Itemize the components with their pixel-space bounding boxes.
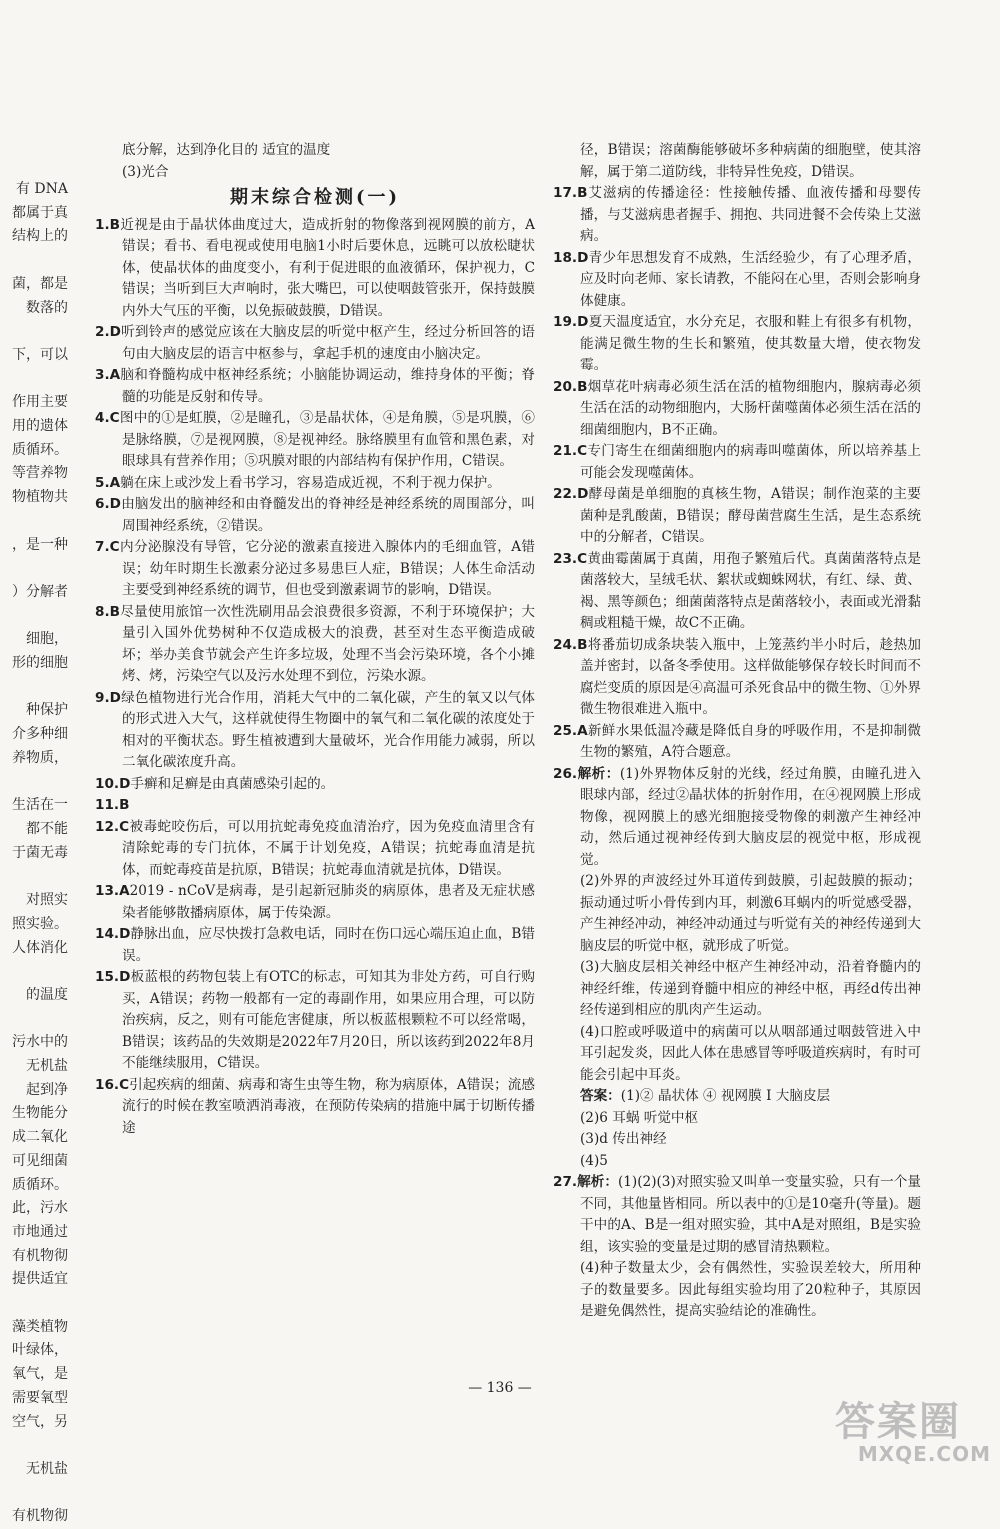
left-fragment: 对照实 [26, 892, 68, 909]
item-text: 艾滋病的传播途径：性接触传播、血液传播和母婴传播，与艾滋病患者握手、拥抱、共同进餐不会传染上艾滋病。 [580, 185, 921, 244]
item-text: 图中的①是虹膜，②是瞳孔，③是晶状体，④是角膜，⑤是巩膜，⑥是脉络膜，⑦是视网膜，⑧是视神经。脉络膜里有血管和黑色素，对眼球具有营养作用；⑤巩膜对眼的内部结构有保护作用，C错误。 [119, 410, 535, 469]
left-fragment: 作用主要 [12, 394, 68, 411]
left-fragment: 形的细胞 [12, 655, 68, 672]
left-fragment: 污水中的 [12, 1034, 68, 1051]
left-fragment: 物植物共 [12, 489, 68, 506]
left-fragment: 质循环。 [12, 1176, 68, 1193]
left-fragment: 藻类植物 [12, 1318, 68, 1335]
left-fragment: 成二氧化 [12, 1129, 68, 1146]
item-text: 近视是由于晶状体曲度过大，造成折射的物像落到视网膜的前方，A错误；看书、看电视或使用电脑1小时后要休息，远眺可以放松睫状体，使晶状体的曲度变小，有利于促进眼的血液循环，保护视力，C错误；当听到巨大声响时，张大嘴巴，可以使咽鼓管张开，保持鼓膜内外大气压的平衡，以免振破鼓膜，D错误。 [119, 216, 535, 319]
col_a_items-item [95, 473, 535, 495]
item-text: 夏天温度适宜，水分充足，衣服和鞋上有很多有机物，能满足微生物的生长和繁殖，使其数量大增，使衣物发霉。 [580, 314, 921, 373]
left-fragment: 提供适宜 [12, 1271, 68, 1288]
col_b_items-item [553, 183, 921, 248]
watermark-url: MXQE.COM [857, 1442, 991, 1466]
watermark-text: 答案圈 [835, 1399, 961, 1445]
left-fragment [0, 1434, 68, 1458]
left-fragment: 数落的 [26, 299, 68, 316]
item-text: 脑和脊髓构成中枢神经系统；小脑能协调运动，维持身体的平衡；脊髓的功能是反射和传导。 [120, 367, 535, 405]
q27-para: (4)种子数量太少，会有偶然性，实验误差较大，所用种子的数量要多。因此每组实验均用了20粒种子，其原因是避免偶然性，提高实验结论的准确性。 [580, 1260, 921, 1319]
item-text: 新鲜水果低温冷藏是降低自身的呼吸作用，不是抑制微生物的繁殖，A符合题意。 [580, 722, 921, 760]
answer-line: (1)② 晶状体 ④ 视网膜 Ⅰ 大脑皮层 [620, 1088, 831, 1104]
column-right [553, 140, 921, 1323]
col_a_items-item [95, 817, 535, 882]
col_b_items-item [553, 721, 921, 764]
left-fragment [0, 865, 68, 889]
left-column-fragments [0, 178, 68, 1525]
left-fragment: 空气，另 [12, 1413, 68, 1430]
item-text: 烟草花叶病毒必须生活在活的植物细胞内，腺病毒必须生活在活的动物细胞内，大肠杆菌噬菌体必须生活在活的细菌细胞内，B不正确。 [580, 378, 921, 438]
col_a_items-item [95, 688, 535, 774]
item-number: 14.D [95, 926, 131, 942]
item-number: 25.A [553, 722, 588, 739]
left-fragment: 可见细菌 [12, 1152, 68, 1169]
item-number: 15.D [95, 969, 131, 985]
left-fragment: 起到净 [26, 1081, 68, 1098]
item-number: 20.B [553, 378, 588, 395]
left-fragment: 叶绿体， [12, 1342, 68, 1359]
item-number: 19.D [553, 314, 589, 330]
q26-answer [553, 1086, 921, 1108]
left-fragment: 结构上的 [12, 228, 68, 245]
col_a_items-item [95, 924, 535, 967]
col_b_items-item [553, 377, 921, 442]
item-text: 酵母菌是单细胞的真核生物，A错误；制作泡菜的主要菌种是乳酸菌，B错误；酵母菌营腐生生活，是生态系统中的分解者，C错误。 [580, 486, 921, 545]
left-fragment [0, 510, 68, 534]
item-text: 专门寄生在细菌细胞内的病毒叫噬菌体，所以培养基上可能会发现噬菌体。 [580, 443, 921, 481]
col_a_items-item [95, 967, 535, 1075]
left-fragment [0, 320, 68, 344]
continued-answer: 径，B错误；溶菌酶能够破坏多种病菌的细胞壁，使其溶解，属于第二道防线，非特异性免疫，D错误。 [580, 142, 921, 180]
col_a_items-item [95, 795, 535, 817]
item-text: 手癣和足癣是由真菌感染引起的。 [130, 775, 335, 792]
left-fragment: ）分解者 [12, 583, 68, 600]
item-text: 2019 - nCoV是病毒，是引起新冠肺炎的病原体，患者及无症状感染者能够散播病原体，属于传染源。 [122, 883, 535, 921]
item-text: 绿色植物进行光合作用，消耗大气中的二氧化碳，产生的氧又以气体的形式进入大气，这样就使得生物圈中的氧气和二氧化碳的浓度处于相对的平衡状态。野生植被遭到大量破坏，光合作用能力减弱，所以二氧化碳浓度升高。 [120, 689, 535, 770]
q26-para: (4)口腔或呼吸道中的病菌可以从咽部通过咽鼓管进入中耳引起发炎，因此人体在患感冒等呼吸道疾病时，有时可能会引起中耳炎。 [580, 1023, 921, 1083]
left-fragment [0, 605, 68, 629]
item-number: 16.C [95, 1076, 130, 1093]
item-number: 2.D [95, 324, 121, 340]
left-fragment [0, 1482, 68, 1506]
left-fragment: 市地通过 [12, 1223, 68, 1240]
col_b_items-item [553, 549, 921, 635]
col_a_items-item [95, 408, 535, 473]
q26-para: (2)外界的声波经过外耳道传到鼓膜，引起鼓膜的振动；振动通过听小骨传到内耳，刺激6耳蜗内的听觉感受器，产生神经冲动，神经冲动通过与听觉有关的神经传递到大脑皮层的听觉中枢，就形成了听觉。 [580, 873, 921, 954]
column-middle [95, 140, 535, 1139]
carryover-line: 底分解，达到净化目的 适宜的温度 [122, 142, 331, 158]
left-fragment [0, 557, 68, 581]
item-text: 板蓝根的药物包装上有OTC的标志，可知其为非处方药，可自行购买，A错误；药物一般都有一定的毒副作用，如果应用合理，可以防治疾病，反之，则有可能危害健康，所以板蓝根颗粒不可以经常喝，B错误；该药品的失效期是2022年7月20日，所以该药到2022年8月不能继续服用，C错误。 [122, 969, 535, 1071]
item-number: 6.D [95, 496, 121, 512]
item-number: 26.解析： [553, 765, 620, 782]
left-fragment [0, 249, 68, 273]
left-fragment: 无机盐 [26, 1460, 68, 1477]
left-fragment: 都属于真 [12, 204, 68, 221]
left-fragment: 用的遗体 [12, 418, 68, 435]
item-number: 22.D [553, 486, 589, 502]
left-fragment: 无机盐 [26, 1058, 68, 1075]
left-fragment: 氧气，是 [12, 1366, 68, 1383]
left-fragment: 都不能 [26, 820, 68, 837]
left-fragment: 菌，都是 [12, 275, 68, 292]
item-number: 21.C [553, 443, 588, 459]
col_b_items-item [553, 484, 921, 549]
item-number: 18.D [553, 249, 589, 266]
item-text: 被毒蛇咬伤后，可以用抗蛇毒免疫血清治疗，因为免疫血清里含有清除蛇毒的专门抗体，不属于计划免疫，A错误；抗蛇毒血清是抗体，而蛇毒疫苗是抗原，B错误；抗蛇毒血清就是抗体，D错误。 [122, 818, 535, 878]
item-text: 黄曲霉菌属于真菌，用孢子繁殖后代。真菌菌落特点是菌落较大，呈绒毛状、絮状或蜘蛛网状，有红、绿、黄、褐、黑等颜色；细菌菌落特点是菌落较小，表面或光滑黏稠或粗糙干燥，故C不正确。 [580, 550, 921, 631]
left-fragment: 生物能分 [12, 1105, 68, 1122]
left-fragment: 生活在一 [12, 797, 68, 814]
item-number: 9.D [95, 689, 121, 706]
item-number: 23.C [553, 550, 588, 567]
item-number: 24.B [553, 636, 588, 653]
item-number: 11.B [95, 797, 130, 813]
answer-line: (2)6 耳蜗 听觉中枢 [580, 1109, 699, 1126]
left-fragment: 养物质， [12, 749, 68, 766]
col_a_items-item [95, 322, 535, 365]
left-fragment: 质循环。 [12, 441, 68, 458]
section-title: 期末综合检测(一) [229, 187, 401, 208]
col_a_items-item [95, 602, 535, 688]
item-number: 13.A [95, 883, 130, 899]
item-number: 12.C [95, 818, 130, 835]
col_b_items-item [553, 248, 921, 313]
left-fragment: 有 DNA [15, 181, 68, 197]
left-fragment: 有机物彻 [12, 1247, 68, 1264]
q26-para: (3)大脑皮层相关神经中枢产生神经冲动，沿着脊髓内的神经纤维，传递到脊髓中相应的神经中枢，再经d传出神经传递到相应的肌肉产生运动。 [580, 959, 921, 1018]
left-fragment [0, 1292, 68, 1316]
answer-item-27 [553, 1172, 921, 1258]
col_a_items-item [95, 881, 535, 924]
left-fragment: 的温度 [26, 986, 68, 1003]
item-text: 躺在床上或沙发上看书学习，容易造成近视，不利于视力保护。 [120, 474, 501, 491]
answer-label: 答案： [580, 1088, 621, 1104]
answer-line: (3)d 传出神经 [580, 1131, 667, 1147]
col_b_items-item [553, 764, 921, 872]
left-fragment: 人体消化 [12, 939, 68, 956]
item-text: (1)(2)(3)对照实验又叫单一变量实验，只有一个量不同，其他量皆相同。所以表中的①是10毫升(等量)。题干中的A、B是一组对照实验，其中A是对照组，B是实验组，该实验的变量是过期的感冒清热颗粒。 [580, 1174, 921, 1255]
col_a_items-item [95, 494, 535, 537]
col_b_items-item [553, 635, 921, 721]
page-number: — 136 — [468, 1380, 532, 1396]
left-fragment: 细胞， [26, 631, 68, 648]
watermark-logo [835, 1400, 995, 1466]
item-number: 27.解析： [553, 1174, 618, 1190]
item-text: 将番茄切成条块装入瓶中，上笼蒸约半小时后，趁热加盖并密封，以备冬季使用。这样做能够保存较长时间而不腐烂变质的原因是④高温可杀死食品中的微生物、①外界微生物很难进入瓶中。 [580, 636, 921, 717]
item-number: 4.C [95, 410, 120, 426]
item-number: 7.C [95, 539, 120, 555]
left-fragment: 于菌无毒 [12, 844, 68, 861]
item-text: (1)外界物体反射的光线，经过角膜，由瞳孔进入眼球内部，经过②晶状体的折射作用，在④视网膜上形成物像，视网膜上的感光细胞接受物像的刺激产生神经冲动，然后通过视神经传到大脑皮层的视觉中枢，形成视觉。 [580, 765, 921, 868]
q26-analysis [553, 871, 921, 1086]
left-fragment: 此，污水 [12, 1200, 68, 1217]
item-number: 8.B [95, 603, 120, 620]
item-number: 3.A [95, 367, 121, 383]
left-fragment: 照实验。 [12, 915, 68, 932]
item-text: 引起疾病的细菌、病毒和寄生虫等生物，称为病原体，A错误；流感流行的时候在教室喷洒消毒液，在预防传染病的措施中属于切断传播途 [122, 1076, 535, 1136]
item-text: 由脑发出的脑神经和由脊髓发出的脊神经是神经系统的周围部分，叫周围神经系统，②错误。 [120, 496, 535, 534]
item-text: 内分泌腺没有导管，它分泌的激素直接进入腺体内的毛细血管，A错误；幼年时期生长激素分泌过多易患巨人症，B错误；人体生命活动主要受到神经系统的调节，但也受到激素调节的影响，D错误。 [119, 539, 535, 598]
left-fragment [0, 771, 68, 795]
left-fragment [0, 960, 68, 984]
item-text: 青少年思想发育不成熟，生活经验少，有了心理矛盾，应及时向老师、家长请教，不能闷在心里，否则会影响身体健康。 [580, 249, 921, 309]
col_a_items-item [95, 365, 535, 408]
item-text: 尽量使用旅馆一次性洗刷用品会浪费很多资源，不利于环境保护；大量引入国外优势树种不仅造成极大的浪费，甚至对生态平衡造成破坏；举办美食节就会产生许多垃圾，处理不当会污染环境，各个小摊烤、烤，污染空气以及污水处理不到位，污染水源。 [119, 603, 535, 684]
item-number: 10.D [95, 775, 131, 792]
left-fragment: 有机物彻 [12, 1508, 68, 1525]
col_a_items-item [95, 537, 535, 602]
left-fragment: 下，可以 [12, 346, 68, 363]
left-fragment [0, 1008, 68, 1032]
answer-line: (4)5 [580, 1152, 608, 1169]
left-fragment: 介多种细 [12, 726, 68, 743]
left-fragment: ，是一种 [12, 536, 68, 553]
item-number: 17.B [553, 185, 588, 201]
left-fragment: 等营养物 [12, 465, 68, 482]
col_b_items-item [553, 441, 921, 484]
col_a_items-item [95, 774, 535, 796]
col_a_items-item [95, 1075, 535, 1140]
item-text: 听到铃声的感觉应该在大脑皮层的听觉中枢产生，经过分析回答的语句由大脑皮层的语言中枢参与，拿起手机的速度由小脑决定。 [120, 324, 535, 362]
carryover-line: (3)光合 [122, 163, 169, 180]
left-fragment: 种保护 [26, 702, 68, 719]
item-number: 5.A [95, 474, 121, 491]
left-fragment [0, 676, 68, 700]
item-text: 静脉出血，应尽快拨打急救电话，同时在伤口远心端压迫止血，B错误。 [122, 926, 535, 964]
left-fragment [0, 368, 68, 392]
col_b_items-item [553, 312, 921, 377]
answer-list [95, 215, 535, 1140]
item-number: 1.B [95, 216, 120, 233]
answer-list [553, 183, 921, 871]
col_a_items-item [95, 215, 535, 323]
left-fragment: 需要氧型 [12, 1389, 68, 1406]
